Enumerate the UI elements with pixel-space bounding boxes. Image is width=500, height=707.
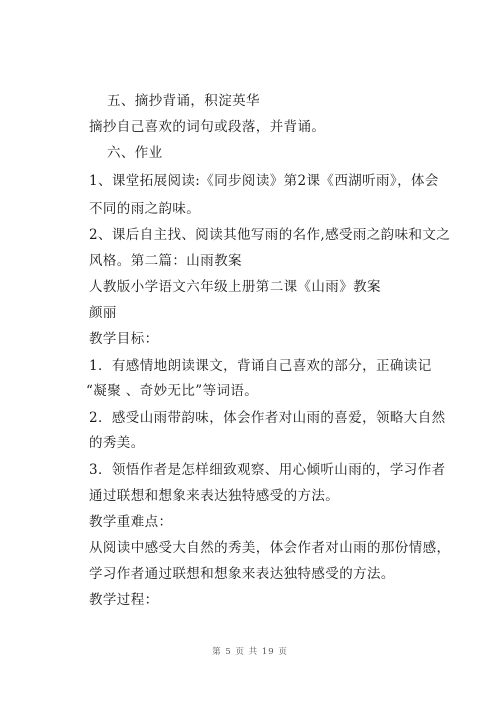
paragraph-line: 学习作者通过联想和想象来表达独特感受的方法。 xyxy=(89,566,395,582)
paragraph-line: 摘抄自己喜欢的词句或段落，并背诵。 xyxy=(89,119,326,135)
heading-teaching-goals: 教学目标： xyxy=(89,331,159,347)
heading-teaching-process: 教学过程： xyxy=(89,592,159,608)
heading-section-five: 五、摘抄背诵，积淀英华 xyxy=(107,93,260,109)
page-number-footer: 第 5 页 共 19 页 xyxy=(212,647,288,657)
paragraph-line: “凝聚 、奇妙无比”等词语。 xyxy=(86,383,259,399)
paragraph-line: 1．有感情地朗读课文，背诵自己喜欢的部分，正确读记 xyxy=(89,358,432,374)
paragraph-line: 2、课后自主找、阅读其他写雨的名作,感受雨之韵味和文之 xyxy=(89,227,451,243)
heading-section-six: 六、作业 xyxy=(107,145,163,161)
paragraph-line: 1、课堂拓展阅读:《同步阅读》第2课《西湖听雨》，体会 xyxy=(89,173,439,189)
author-name: 颜丽 xyxy=(89,305,117,321)
paragraph-line: 的秀美。 xyxy=(89,435,145,451)
lesson-plan-title: 人教版小学语文六年级上册第二课《山雨》教案 xyxy=(89,279,381,295)
paragraph-line: 3．领悟作者是怎样细致观察、用心倾听山雨的，学习作者 xyxy=(89,462,446,478)
paragraph-line: 风格。第二篇：山雨教案 xyxy=(89,253,242,269)
paragraph-line: 不同的雨之韵味。 xyxy=(89,201,201,217)
paragraph-line: 通过联想和想象来表达独特感受的方法。 xyxy=(89,488,340,504)
paragraph-line: 从阅读中感受大自然的秀美，体会作者对山雨的那份情感， xyxy=(89,540,451,556)
heading-key-points: 教学重难点： xyxy=(89,514,173,530)
paragraph-line: 2．感受山雨带韵味，体会作者对山雨的喜爱，领略大自然 xyxy=(89,410,446,426)
